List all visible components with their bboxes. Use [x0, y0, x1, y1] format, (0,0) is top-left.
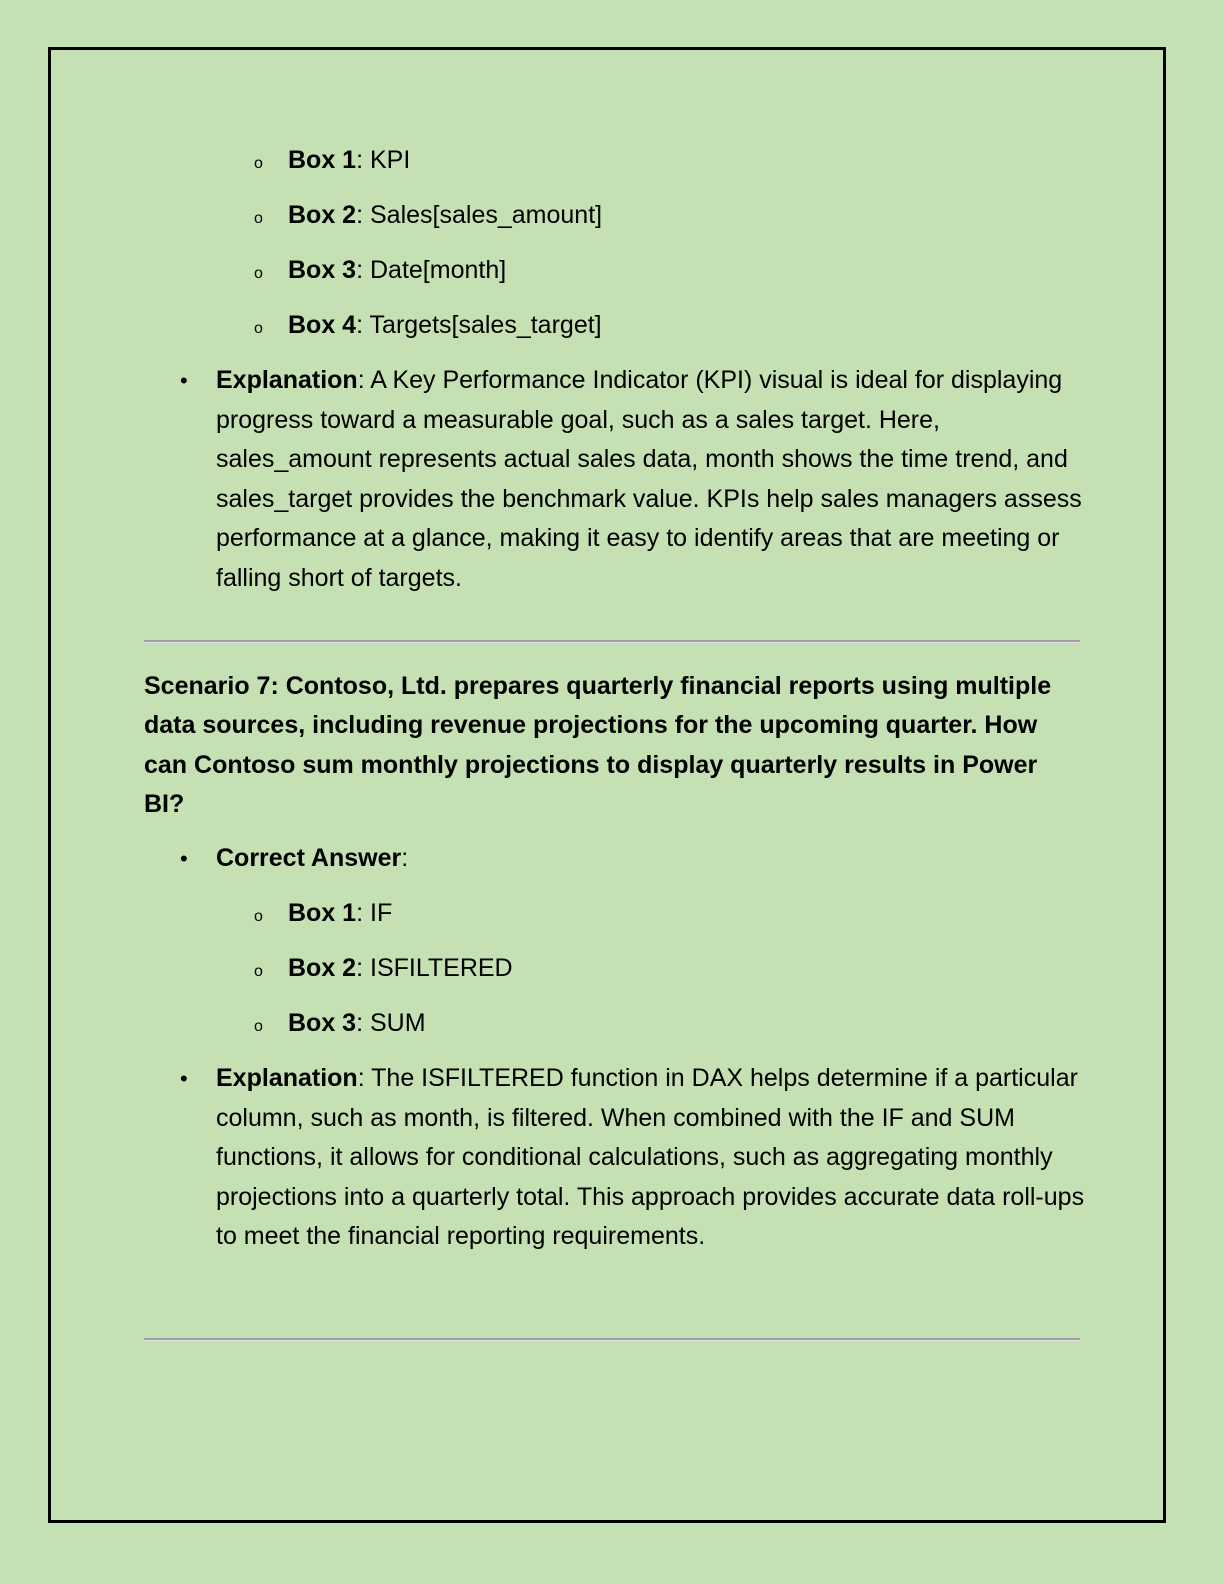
- box-label: Box 2: [288, 954, 357, 982]
- explanation-label: Explanation: [216, 1064, 358, 1092]
- explanation-text: The ISFILTERED function in DAX helps determine if a particular column, such as month, is filtered. When combined with the IF and SUM functions, it allows for conditional calculations, such as aggregating monthly projections into a quarterly total. This approach provides accurate data roll-ups to meet the financial reporting requirements.: [216, 1064, 1085, 1251]
- answer-box-3: o Box 3: Date[month]: [288, 255, 506, 285]
- box-value: IF: [370, 899, 393, 927]
- box-value: Sales[sales_amount]: [370, 201, 603, 229]
- explanation-paragraph: • Explanation: The ISFILTERED function in DAX helps determine if a particular column, such as month, is filtered. When combined with the IF and SUM functions, it allows for conditional calculations, such as aggregating monthly projections into a quarterly total. This approach provides accurate data roll-ups to meet the financial reporting requirements.: [216, 1059, 1086, 1257]
- explanation-text: A Key Performance Indicator (KPI) visual is ideal for displaying progress toward a measurable goal, such as a sales target. Here, sales_amount represents actual sales data, month shows the time trend, and sales_target provides the benchmark value. KPIs help sales managers assess performance at a glance, making it easy to identify areas that are meeting or falling short of targets.: [216, 366, 1082, 592]
- scenario-heading: Scenario 7: Contoso, Ltd. prepares quarterly financial reports using multiple data sources, including revenue projections for the upcoming quarter. How can Contoso sum monthly projections to display quarterly results in Power BI?: [144, 672, 1052, 819]
- answer-box-1: o Box 1: IF: [288, 898, 392, 928]
- box-value: Date[month]: [370, 256, 507, 284]
- correct-answer-label: Correct Answer: [216, 844, 402, 872]
- correct-answer-item: • Correct Answer:: [216, 839, 1086, 879]
- explanation-label: Explanation: [216, 366, 358, 394]
- box-value: SUM: [370, 1009, 426, 1037]
- answer-box-3: o Box 3: SUM: [288, 1008, 426, 1038]
- box-value: ISFILTERED: [370, 954, 513, 982]
- box-label: Box 2: [288, 201, 357, 229]
- answer-box-1: o Box 1: KPI: [288, 145, 410, 175]
- box-label: Box 3: [288, 256, 357, 284]
- answer-box-2: o Box 2: Sales[sales_amount]: [288, 200, 602, 230]
- answer-box-2: o Box 2: ISFILTERED: [288, 953, 513, 983]
- box-label: Box 1: [288, 899, 357, 927]
- box-label: Box 3: [288, 1009, 357, 1037]
- box-value: Targets[sales_target]: [369, 311, 602, 339]
- section-divider: [144, 640, 1080, 643]
- answer-box-4: o Box 4: Targets[sales_target]: [288, 310, 602, 340]
- explanation-paragraph: • Explanation: A Key Performance Indicator (KPI) visual is ideal for displaying progress toward a measurable goal, such as a sales target. Here, sales_amount represents actual sales data, month shows the time trend, and sales_target provides the benchmark value. KPIs help sales managers assess performance at a glance, making it easy to identify areas that are meeting or falling short of targets.: [216, 361, 1086, 599]
- box-label: Box 1: [288, 146, 357, 174]
- box-value: KPI: [370, 146, 411, 174]
- box-label: Box 4: [288, 311, 357, 339]
- section-divider: [144, 1338, 1080, 1341]
